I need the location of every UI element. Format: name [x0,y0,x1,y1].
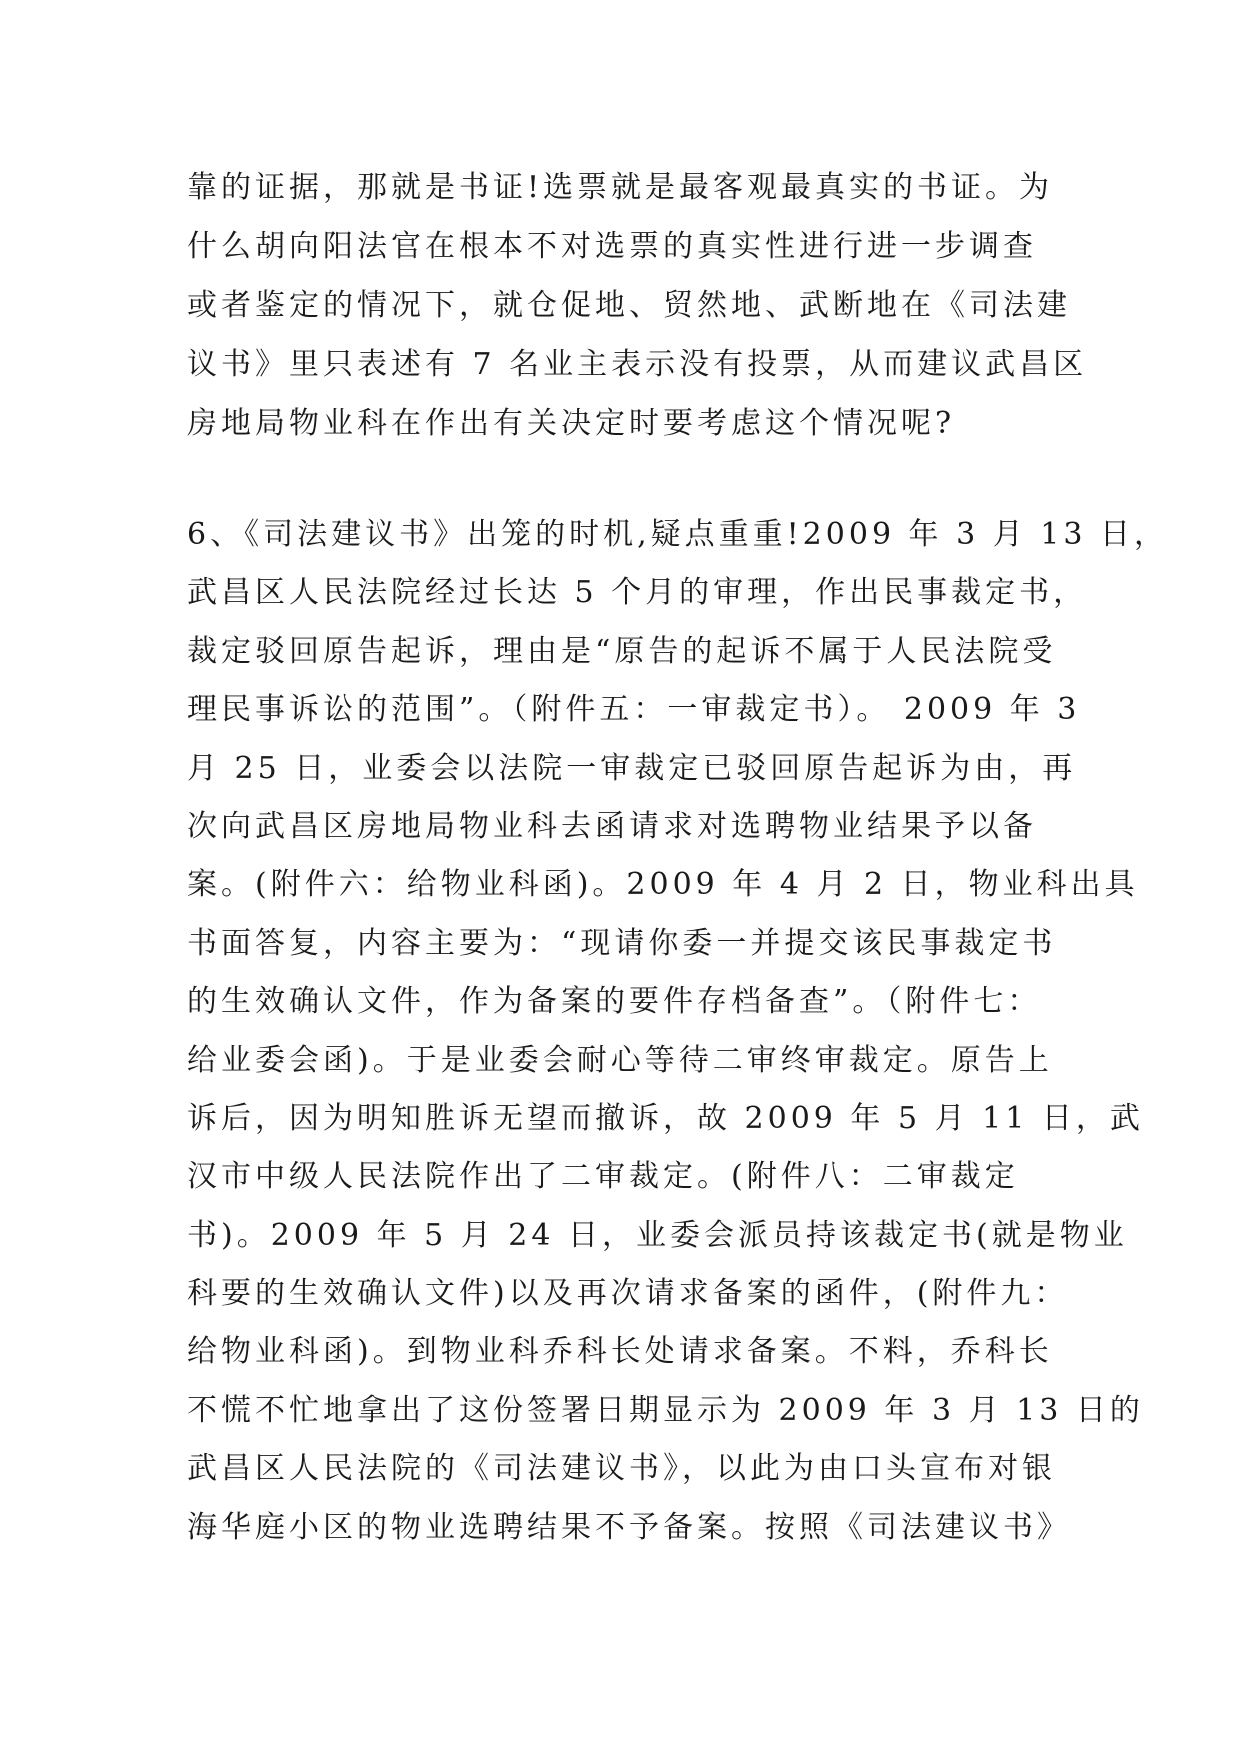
text-line: 书)。2009 年 5 月 24 日，业委会派员持该裁定书(就是物业 [187,1217,1128,1253]
text-line: 月 25 日，业委会以法院一审裁定已驳回原告起诉为由，再 [187,750,1077,786]
text-line: 武昌区人民法院经过长达 5 个月的审理，作出民事裁定书， [187,575,1088,611]
text-line: 的生效确认文件，作为备案的要件存档备查”。（附件七： [187,984,1042,1020]
text-line: 海华庭小区的物业选聘结果不予备案。按照《司法建议书》 [187,1509,1071,1545]
text-line: 6、《司法建议书》出笼的时机,疑点重重!2009 年 3 月 13 日， [187,517,1168,552]
text-line: 裁定驳回原告起诉，理由是“原告的起诉不属于人民法院受 [187,633,1057,669]
paragraph-2 [187,506,1168,1557]
text-line: 诉后，因为明知胜诉无望而撤诉，故 2009 年 5 月 11 日，武 [187,1100,1144,1136]
text-line: 靠的证据，那就是书证!选票就是最客观最真实的书证。为 [187,170,1054,205]
text-line: 给业委会函)。于是业委会耐心等待二审终审裁定。原告上 [187,1042,1053,1078]
text-line: 汉市中级人民法院作出了二审裁定。(附件八：二审裁定 [187,1159,1019,1195]
text-line: 不慌不忙地拿出了这份签署日期显示为 2009 年 3 月 13 日的 [187,1392,1144,1428]
text-line: 房地局物业科在作出有关决定时要考虑这个情况呢? [187,406,956,441]
text-line: 次向武昌区房地局物业科去函请求对选聘物业结果予以备 [187,808,1037,844]
text-line: 书面答复，内容主要为：“现请你委一并提交该民事裁定书 [187,925,1057,961]
paragraph-1 [187,158,1088,453]
text-line: 案。(附件六：给物业科函)。2009 年 4 月 2 日，物业科出具 [187,867,1139,903]
text-line: 什么胡向阳法官在根本不对选票的真实性进行进一步调查 [187,229,1037,264]
text-line: 或者鉴定的情况下，就仓促地、贸然地、武断地在《司法建 [187,288,1071,323]
text-line: 科要的生效确认文件)以及再次请求备案的函件，(附件九： [187,1276,1069,1312]
text-line: 议书》里只表述有 7 名业主表示没有投票，从而建议武昌区 [187,347,1088,382]
text-line: 武昌区人民法院的《司法建议书》，以此为由口头宣布对银 [187,1451,1056,1487]
text-line: 理民事诉讼的范围”。（附件五：一审裁定书）。 2009 年 3 [187,692,1081,728]
text-line: 给物业科函)。到物业科乔科长处请求备案。不料，乔科长 [187,1334,1053,1370]
